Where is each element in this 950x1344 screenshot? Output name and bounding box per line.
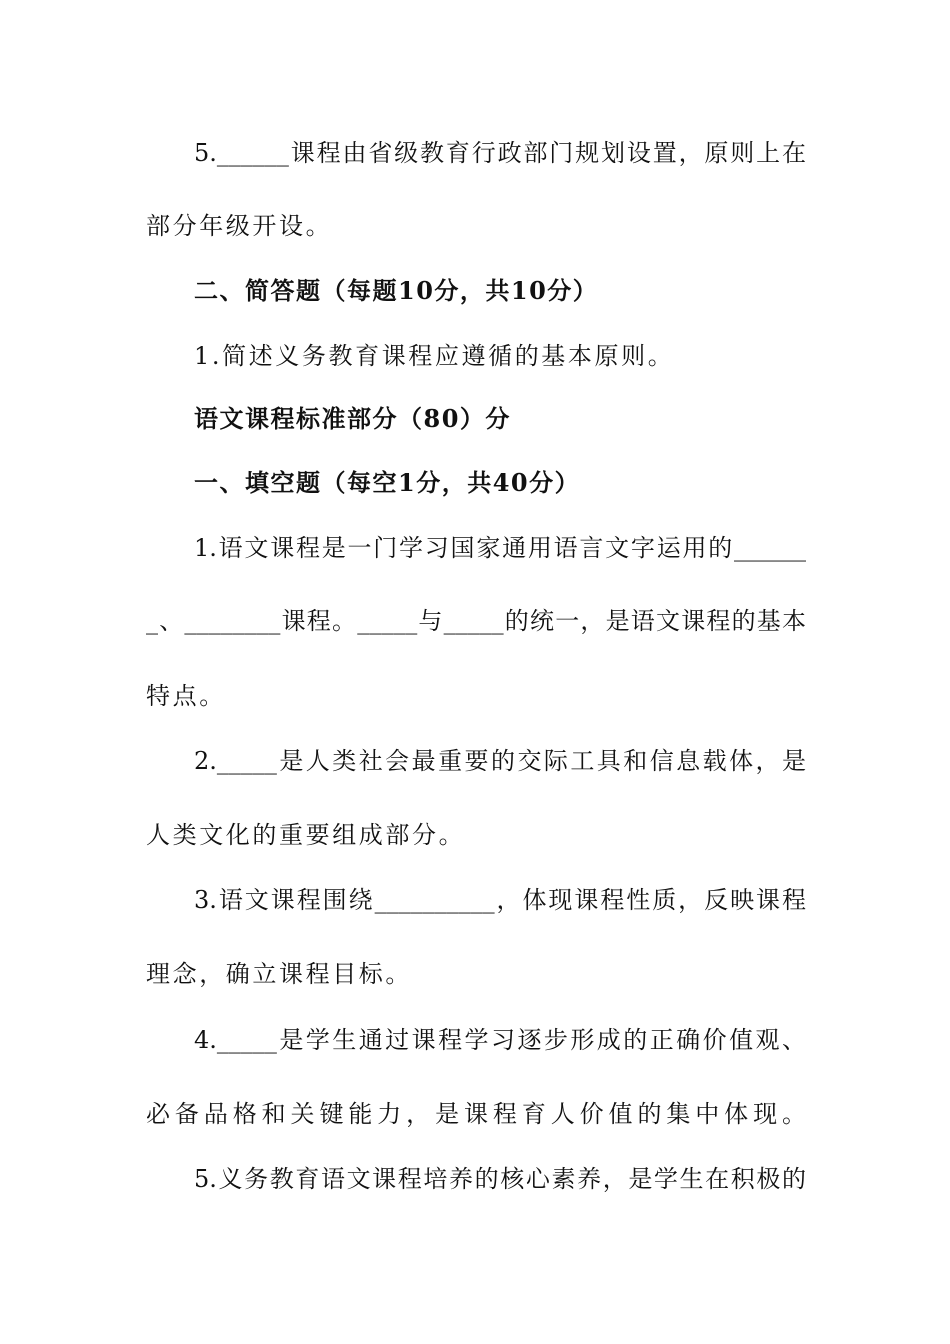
fill-question-1-line-2: _、________课程。_____与_____的统一，是语文课程的基本 [146,607,806,635]
fill-question-1-line-3: 特点。 [146,682,226,710]
fill-question-4-line-2: 必备品格和关键能力，是课程育人价值的集中体现。 [146,1100,806,1128]
section-short-answer-heading: 二、简答题（每题10分，共10分） [194,276,599,305]
fill-question-5-line-1: 5.义务教育语文课程培养的核心素养，是学生在积极的 [194,1165,806,1193]
chinese-standard-heading: 语文课程标准部分（80）分 [194,404,511,433]
fill-blank-section-heading: 一、填空题（每空1分，共40分） [194,468,581,497]
fill-question-3-line-1: 3.语文课程围绕__________，体现课程性质，反映课程 [194,886,806,914]
fill-question-2-line-1: 2._____是人类社会最重要的交际工具和信息载体，是 [194,747,806,775]
fill-question-2-line-2: 人类文化的重要组成部分。 [146,821,466,849]
question-5-line-1: 5.______课程由省级教育行政部门规划设置，原则上在 [194,139,806,167]
fill-question-1-line-1: 1.语文课程是一门学习国家通用语言文字运用的______ [194,534,806,562]
short-answer-question-1: 1.简述义务教育课程应遵循的基本原则。 [194,342,675,370]
fill-question-4-line-1: 4._____是学生通过课程学习逐步形成的正确价值观、 [194,1026,806,1054]
fill-question-3-line-2: 理念，确立课程目标。 [146,960,412,988]
question-5-line-2: 部分年级开设。 [146,212,333,240]
